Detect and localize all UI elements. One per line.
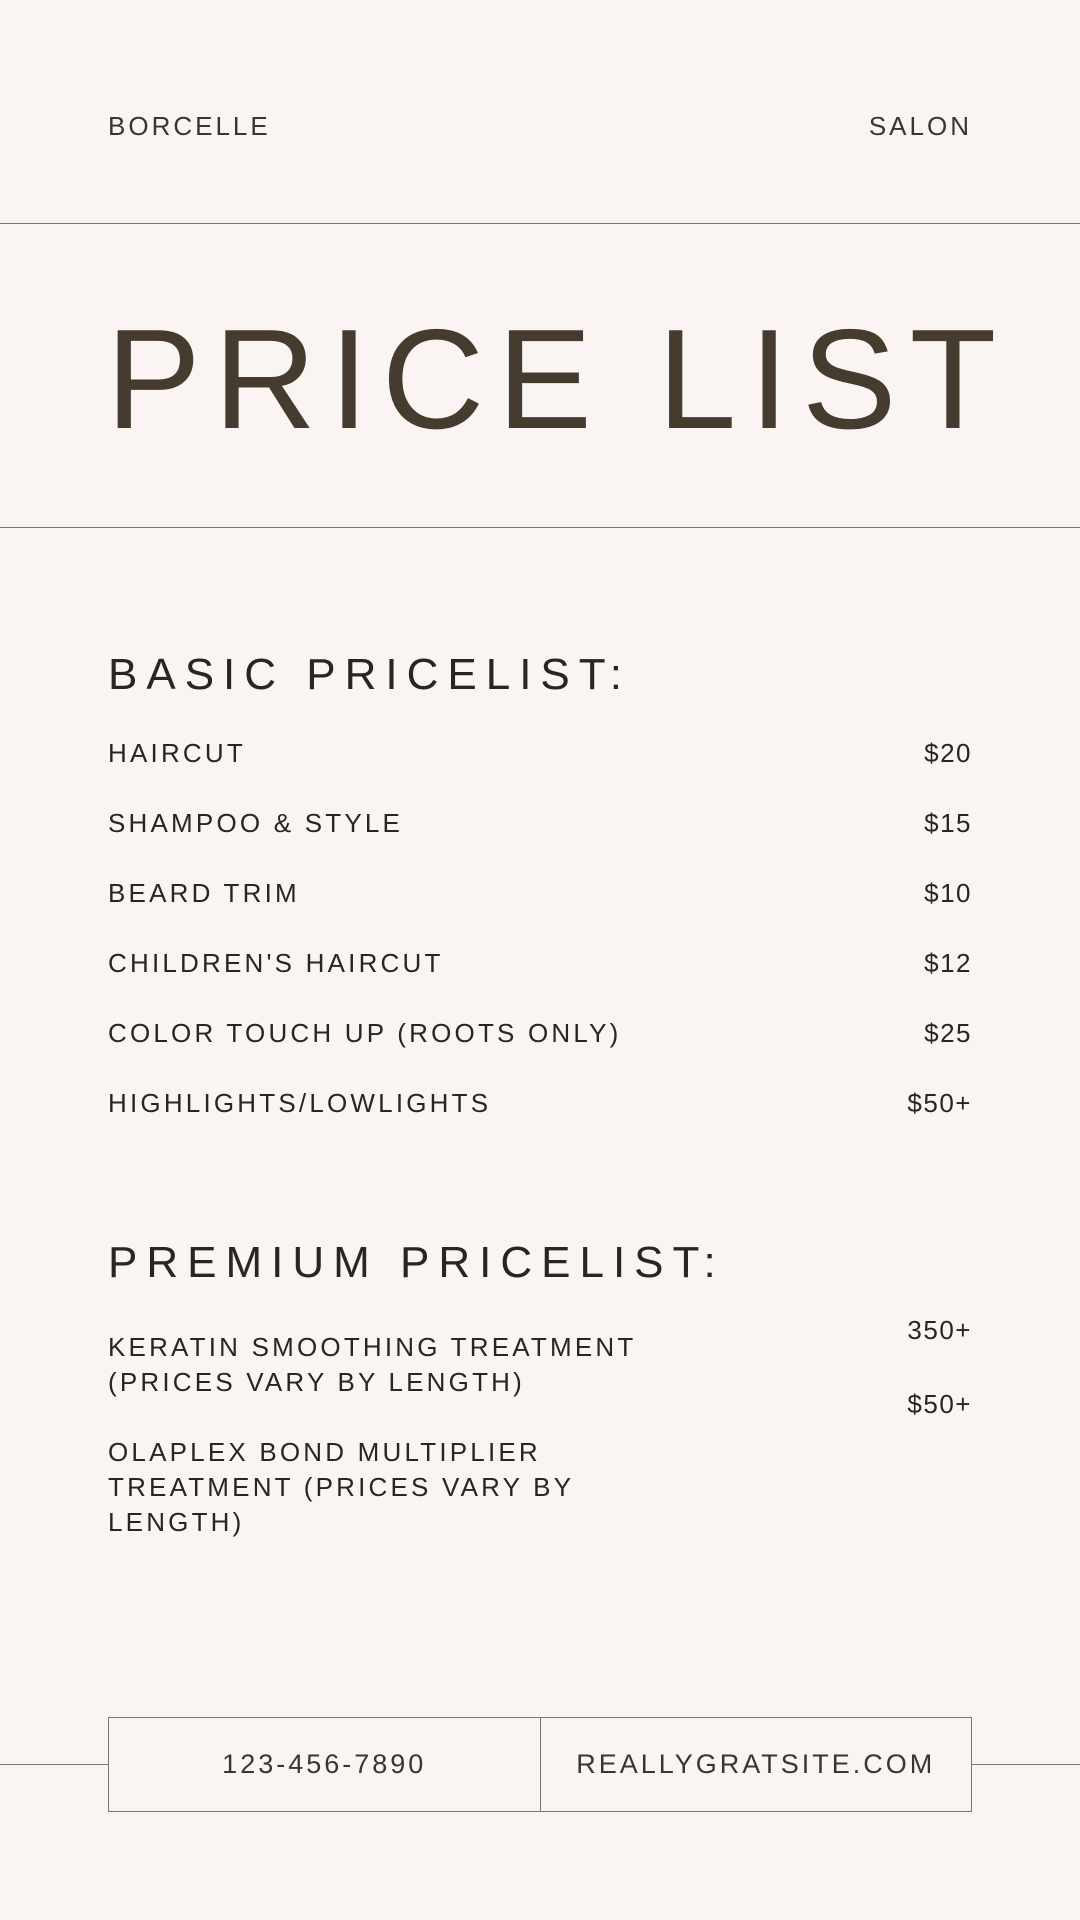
basic-item-price: $12	[924, 948, 972, 978]
title-divider	[0, 527, 1080, 528]
basic-pricelist-heading: BASIC PRICELIST:	[108, 650, 632, 699]
phone-number: 123-456-7890	[222, 1749, 427, 1779]
basic-item-price: $20	[924, 738, 972, 768]
premium-item-label: OLAPLEX BOND MULTIPLIER TREATMENT (PRICES VARY BY LENGTH)	[108, 1437, 574, 1537]
basic-item-label: COLOR TOUCH UP (ROOTS ONLY)	[108, 1018, 622, 1048]
page-title: PRICE LIST	[106, 300, 1010, 459]
top-divider	[0, 223, 1080, 224]
basic-item-label: CHILDREN'S HAIRCUT	[108, 948, 444, 978]
footer-line-right	[972, 1764, 1080, 1765]
basic-item-price: $50+	[907, 1088, 972, 1118]
contact-box	[108, 1717, 972, 1812]
premium-pricelist-heading: PREMIUM PRICELIST:	[108, 1238, 725, 1287]
basic-item-label: SHAMPOO & STYLE	[108, 808, 404, 838]
premium-item-price: $50+	[907, 1389, 972, 1419]
basic-item-label: HAIRCUT	[108, 738, 246, 768]
brand-category: SALON	[868, 111, 972, 141]
basic-item-price: $25	[924, 1018, 972, 1048]
brand-name: BORCELLE	[108, 111, 271, 141]
premium-item-price: 350+	[907, 1315, 972, 1345]
premium-item-label: KERATIN SMOOTHING TREATMENT (PRICES VARY BY LENGTH)	[108, 1332, 636, 1397]
basic-item-price: $10	[924, 878, 972, 908]
website-link[interactable]: REALLYGRATSITE.COM	[540, 1718, 972, 1811]
basic-item-price: $15	[924, 808, 972, 838]
basic-item-label: BEARD TRIM	[108, 878, 300, 908]
footer-line-left	[0, 1764, 108, 1765]
basic-item-label: HIGHLIGHTS/LOWLIGHTS	[108, 1088, 492, 1118]
